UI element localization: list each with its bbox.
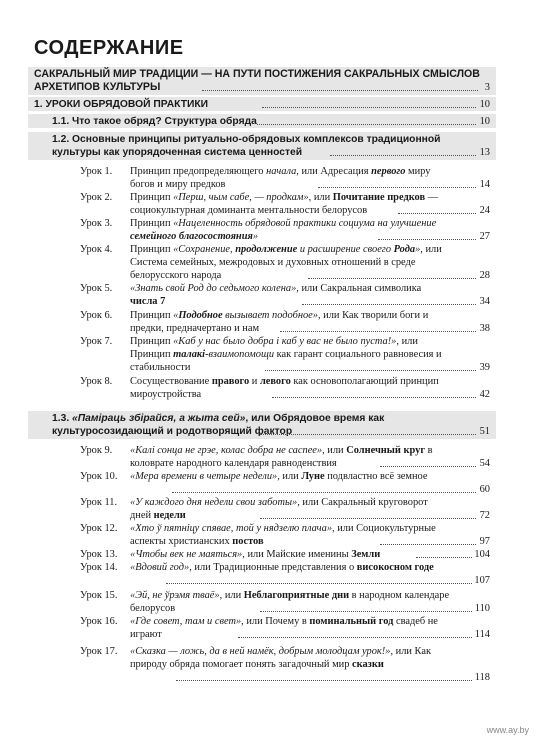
lesson-label: Урок 4. [80, 244, 113, 255]
dot-leader [330, 155, 476, 156]
entry-title: «Где совет, там и свет», или Почему в поминальный год свадеб не играют [130, 616, 438, 640]
page-number: 13 [479, 147, 490, 158]
toc-entry-lesson-4[interactable] [80, 243, 490, 282]
page-number: 28 [479, 270, 490, 281]
dot-leader [176, 680, 472, 681]
toc-entry-lesson-10[interactable] [80, 470, 490, 496]
page-number: 42 [479, 389, 490, 400]
page-number: 118 [474, 672, 490, 683]
entry-title: САКРАЛЬНЫЙ МИР ТРАДИЦИИ — НА ПУТИ ПОСТИЖЕНИЯ САКРАЛЬНЫХ СМЫСЛОВ АРХЕТИПОВ КУЛЬТУРЫ [34, 68, 480, 93]
page-title: СОДЕРЖАНИЕ [34, 37, 184, 59]
entry-title: «Знать свой Род до седьмого колена», или Сакральная символика числа 7 [130, 283, 422, 307]
dot-leader [378, 239, 476, 240]
entry-title: «Сказка — ложь, да в ней намёк, добрым молодцам урок!», или Как природу обряда помогает понять загадочный мир сказки [130, 646, 431, 670]
entry-title: «Чтобы век не маяться», или Майские именины Земли [130, 549, 381, 560]
dot-leader [172, 492, 476, 493]
dot-leader [380, 544, 476, 545]
entry-title: 1.1. Что такое обряд? Структура обряда [52, 116, 257, 127]
lesson-label: Урок 6. [80, 310, 113, 321]
page-number: 54 [479, 458, 490, 469]
entry-title: Сосуществование правого и левого как основополагающий принцип мироустройства [130, 376, 439, 400]
dot-leader [260, 518, 476, 519]
page-number: 27 [479, 231, 490, 242]
toc-entry-lesson-13[interactable] [80, 548, 490, 561]
page-number: 104 [474, 549, 490, 560]
dot-leader [416, 557, 472, 558]
lesson-label: Урок 2. [80, 192, 113, 203]
entry-title: Принцип «Нацеленность обрядовой практики социума на улучшение семейного благосостояния» [130, 218, 437, 242]
dot-leader [202, 90, 478, 91]
page-number: 72 [479, 510, 490, 521]
dot-leader [265, 370, 476, 371]
dot-leader [260, 611, 472, 612]
entry-title: 1.2. Основные принципы ритуально-обрядовых комплексов традиционной культуры как упорядоченная система ценностей [52, 134, 441, 158]
toc-entry-lesson-2[interactable] [80, 191, 490, 217]
entry-title: «Хто ў пятніцу спявае, той у нядзелю плача», или Социокультурные аспекты христианских постов [130, 523, 436, 547]
toc-entry-part[interactable] [34, 68, 490, 94]
dot-leader [318, 187, 476, 188]
lesson-label: Урок 7. [80, 336, 113, 347]
dot-leader [166, 583, 472, 584]
page-number: 39 [479, 362, 490, 373]
entry-title: Принцип «Перш, чым сабе, — продкам», или Почитание предков — социокультурная доминанта ментальности белорусов [130, 192, 439, 216]
lesson-label: Урок 10. [80, 471, 118, 482]
toc-entry-lesson-17[interactable] [80, 645, 490, 684]
entry-title: 1.3. «Паміраць збірайся, а жыта сей», или Обрядовое время как культуросозидающий и родотворящий фактор [52, 413, 385, 437]
page-number: 110 [474, 603, 490, 614]
lesson-label: Урок 12. [80, 523, 118, 534]
dot-leader [238, 637, 472, 638]
dot-leader [260, 434, 476, 435]
page-number: 14 [479, 179, 490, 190]
toc-entry-section-1[interactable] [34, 98, 490, 111]
watermark: www.ay.by [486, 725, 529, 735]
toc-entry-lesson-7[interactable] [80, 335, 490, 374]
entry-title: «Калі сонца не грэе, колас добра не саспее», или Солнечный круг в коловрате народного календаря равноденствия [130, 445, 433, 469]
entry-title: Принцип «Каб у нас было добра і каб у вас не было пуста!», или Принцип талакі-взаимопомощи как гарант социального равновесия и стабильности [130, 336, 442, 373]
lesson-label: Урок 11. [80, 497, 118, 508]
page-number: 10 [479, 99, 490, 110]
toc-entry-lesson-5[interactable] [80, 282, 490, 308]
entry-title: «У каждого дня недели свои заботы», или Сакральный круговорот дней недели [130, 497, 428, 521]
entry-title: Принцип предопределяющего начала, или Адресация первого миру богов и миру предков [130, 166, 431, 190]
entry-title: Принцип «Подобное вызывает подобное», или Как творили боги и предки, предначертано и нам [130, 310, 429, 334]
toc-entry-lesson-3[interactable] [80, 217, 490, 243]
lesson-label: Урок 15. [80, 590, 118, 601]
toc-entry-subsection-1-2[interactable] [52, 133, 490, 159]
lesson-label: Урок 14. [80, 562, 118, 573]
page-number: 3 [484, 82, 490, 93]
page-number: 10 [479, 116, 490, 127]
lesson-label: Урок 9. [80, 445, 113, 456]
toc-entry-lesson-14[interactable] [80, 561, 490, 587]
entry-title: Принцип «Сохранение, продолжение и расширение своего Рода», или Система семейных, межродовых и духовных отношений в среде белорусского народа [130, 244, 442, 281]
dot-leader [308, 278, 476, 279]
entry-title: «Мера времени в четыре недели», или Луне подвластно всё земное [130, 471, 428, 482]
entry-title: 1. УРОКИ ОБРЯДОВОЙ ПРАКТИКИ [34, 99, 209, 110]
dot-leader [398, 213, 476, 214]
toc-entry-lesson-15[interactable] [80, 589, 490, 615]
page-number: 97 [479, 536, 490, 547]
dot-leader [262, 107, 476, 108]
dot-leader [257, 124, 476, 125]
lesson-label: Урок 5. [80, 283, 113, 294]
toc-entry-subsection-1-1[interactable] [52, 115, 490, 128]
lesson-label: Урок 13. [80, 549, 118, 560]
page-number: 38 [479, 323, 490, 334]
lesson-label: Урок 3. [80, 218, 113, 229]
page-number: 34 [479, 296, 490, 307]
dot-leader [302, 304, 476, 305]
toc-entry-lesson-8[interactable] [80, 375, 490, 401]
toc-entry-lesson-12[interactable] [80, 522, 490, 548]
lesson-label: Урок 16. [80, 616, 118, 627]
toc-entry-subsection-1-3[interactable] [52, 412, 490, 438]
page-number: 107 [474, 575, 490, 586]
dot-leader [380, 466, 476, 467]
lesson-label: Урок 8. [80, 376, 113, 387]
page-number: 51 [479, 426, 490, 437]
dot-leader [280, 331, 476, 332]
entry-title: «Эй, не ўрэмя тваё», или Неблагоприятные дни в народном календаре белорусов [130, 590, 450, 614]
page-number: 114 [474, 629, 490, 640]
page-number: 60 [479, 484, 490, 495]
toc-entry-lesson-16[interactable] [80, 615, 490, 641]
toc-entry-lesson-11[interactable] [80, 496, 490, 522]
toc-entry-lesson-1[interactable] [80, 165, 490, 191]
lesson-label: Урок 1. [80, 166, 113, 177]
lesson-label: Урок 17. [80, 646, 118, 657]
page-number: 24 [479, 205, 490, 216]
toc-entry-lesson-6[interactable] [80, 309, 490, 335]
dot-leader [272, 397, 476, 398]
toc-entry-lesson-9[interactable] [80, 444, 490, 470]
entry-title: «Вдовий год», или Традиционные представления о високосном годе [130, 562, 434, 573]
